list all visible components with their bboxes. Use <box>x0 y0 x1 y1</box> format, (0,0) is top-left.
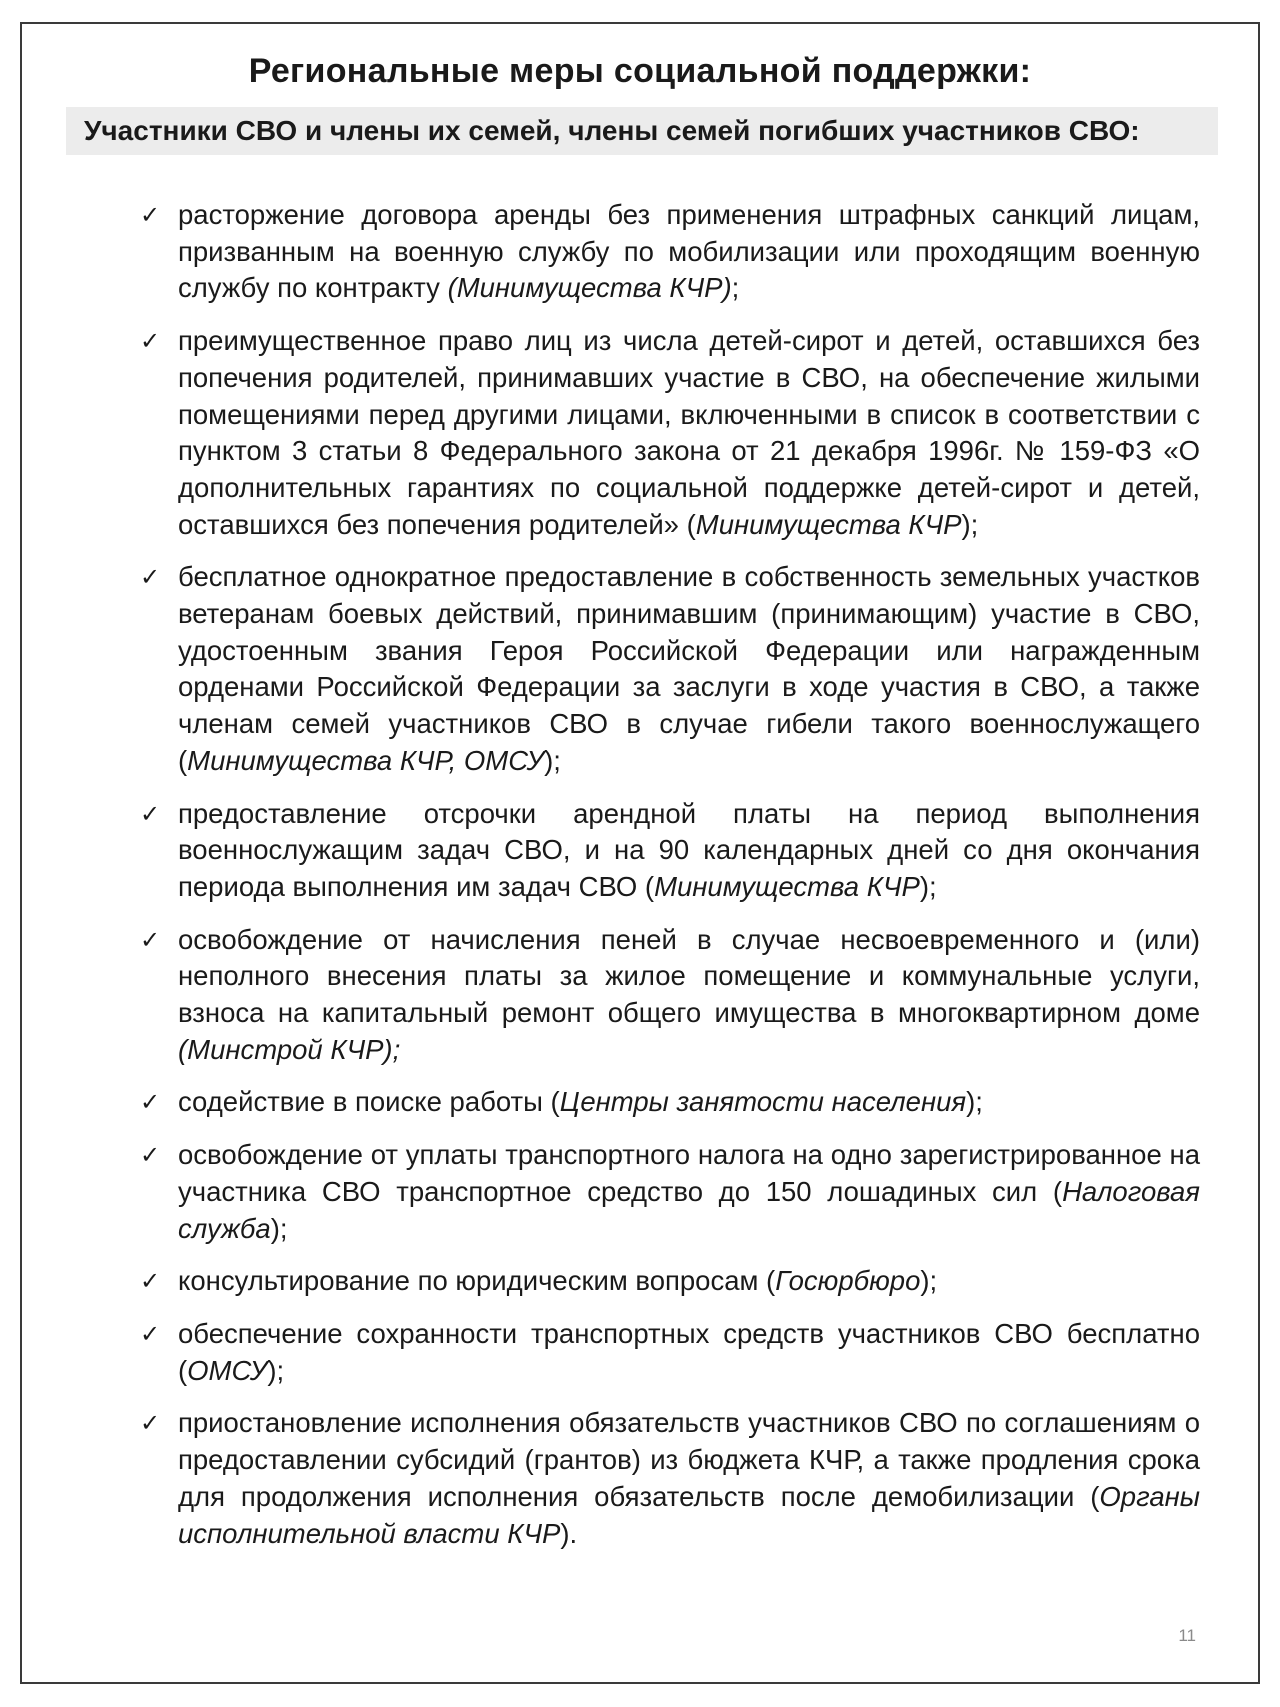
list-item <box>140 1316 1200 1389</box>
item-responsible-org: Минимущества КЧР <box>695 508 962 540</box>
item-text: консультирование по юридическим вопросам ( <box>178 1265 776 1297</box>
item-text: преимущественное право лиц из числа детей-сирот и детей, оставшихся без попечения родителей, принимавших участие в СВО, на обеспечение жилыми помещениями перед другими лицами, включенными в список в соответствии с пунктом 3 статьи 8 Федерального закона от 21 декабря 1996г. № 159-ФЗ «О дополнительных гарантиях по социальной поддержке детей-сирот и детей, оставшихся без попечения родителей» ( <box>178 325 1200 540</box>
checkmark-icon: ✓ <box>140 1141 161 1170</box>
list-item <box>140 197 1200 307</box>
item-responsible-org: Органы исполнительной власти КЧР <box>178 1480 1200 1549</box>
item-suffix: ; <box>731 272 740 304</box>
item-suffix: ); <box>920 1265 938 1297</box>
checkmark-icon: ✓ <box>140 1409 161 1438</box>
item-text: расторжение договора аренды без применения штрафных санкций лицам, призванным на военную службу по мобилизации или проходящим военную службу по контракту <box>178 199 1200 304</box>
item-text: содействие в поиске работы ( <box>178 1086 560 1118</box>
section-subheading: Участники СВО и члены их семей, члены семей погибших участников СВО: <box>66 107 1218 155</box>
checkmark-icon: ✓ <box>140 563 161 592</box>
checkmark-icon: ✓ <box>140 799 161 828</box>
list-item <box>140 1263 1200 1300</box>
item-text: предоставление отсрочки арендной платы на период выполнения военнослужащим задач СВО, и на 90 календарных дней со дня окончания периода выполнения им задач СВО ( <box>178 797 1200 902</box>
item-suffix: ); <box>544 744 561 776</box>
checkmark-icon: ✓ <box>140 1088 161 1117</box>
item-text: освобождение от уплаты транспортного налога на одно зарегистрированное на участника СВО транспортное средство до 150 лошадиных сил ( <box>178 1139 1200 1207</box>
item-responsible-org: Госюрбюро <box>775 1265 921 1297</box>
item-responsible-org: Минимущества КЧР, ОМСУ <box>187 744 545 776</box>
item-text: освобождение от начисления пеней в случае несвоевременного и (или) неполного внесения платы за жилое помещение и коммунальные услуги, взноса на капитальный ремонт общего имущества в многоквартирном доме <box>178 923 1200 1029</box>
support-measures-list <box>140 197 1200 1568</box>
checkmark-icon: ✓ <box>140 201 161 229</box>
item-responsible-org: Центры занятости населения <box>559 1086 967 1118</box>
list-item <box>140 1084 1200 1121</box>
item-responsible-org: (Минимущества КЧР) <box>447 272 732 304</box>
item-suffix: ); <box>270 1212 288 1244</box>
item-suffix: ); <box>919 870 937 902</box>
item-text: приостановление исполнения обязательств участников СВО по соглашениям о предоставлении субсидий (грантов) из бюджета КЧР, а также продления срока для продолжения исполнения обязательств после демобилизации ( <box>178 1407 1200 1512</box>
page-number: 11 <box>1178 1626 1196 1645</box>
item-responsible-org: Минимущества КЧР <box>654 870 920 902</box>
list-item <box>140 559 1200 779</box>
checkmark-icon: ✓ <box>140 1267 161 1296</box>
page-title: Региональные меры социальной поддержки: <box>248 52 1032 90</box>
list-item <box>140 1405 1200 1552</box>
item-suffix: ); <box>966 1086 983 1118</box>
checkmark-icon: ✓ <box>140 1319 161 1348</box>
item-responsible-org: (Минстрой КЧР); <box>178 1033 401 1065</box>
item-suffix: ). <box>560 1517 578 1549</box>
item-responsible-org: ОМСУ <box>187 1354 268 1386</box>
checkmark-icon: ✓ <box>140 327 161 356</box>
checkmark-icon: ✓ <box>140 925 161 954</box>
item-text: бесплатное однократное предоставление в собственность земельных участков ветеранам боевых действий, принимавшим (принимающим) участие в СВО, удостоенным звания Героя Российской Федерации или награжденным орденами Российской Федерации за заслуги в ходе участия в СВО, а также членам семей участников СВО в случае гибели такого военнослужащего ( <box>178 561 1200 776</box>
item-responsible-org: Налоговая служба <box>178 1175 1200 1244</box>
item-suffix: ); <box>267 1354 285 1386</box>
list-item <box>140 323 1200 543</box>
item-suffix: ); <box>961 508 979 540</box>
item-text: обеспечение сохранности транспортных средств участников СВО бесплатно ( <box>178 1317 1200 1386</box>
list-item <box>140 922 1200 1069</box>
list-item <box>140 1137 1200 1247</box>
list-item <box>140 796 1200 906</box>
